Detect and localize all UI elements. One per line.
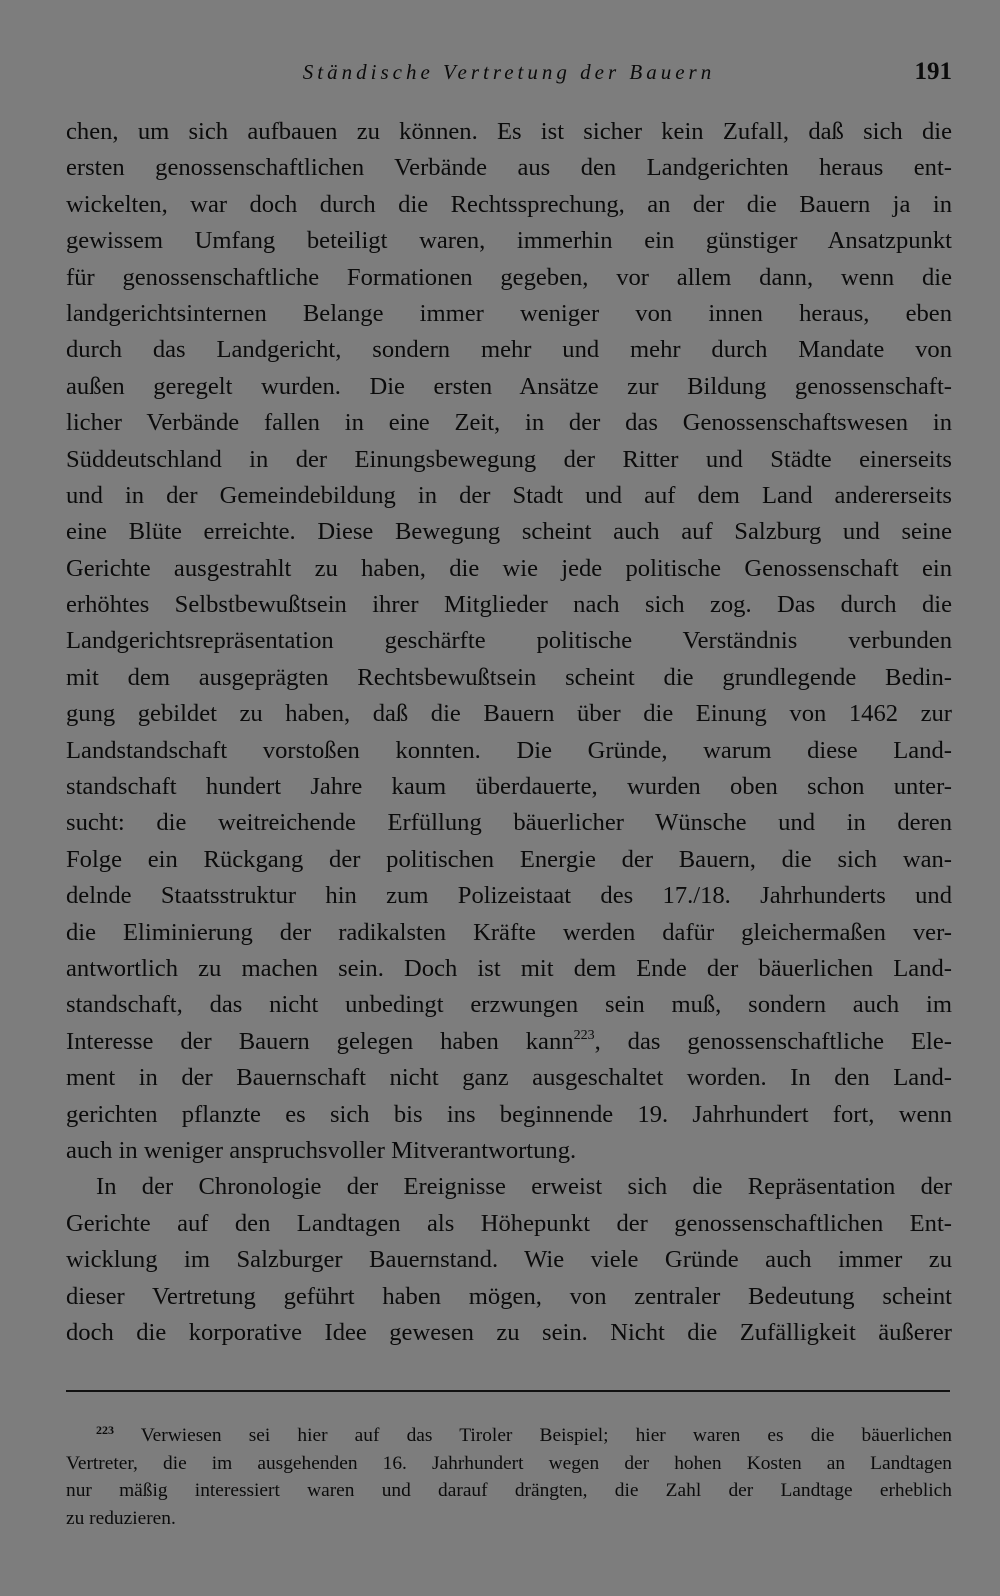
text-line: dieser Vertretung geführt haben mögen, von zentraler Bedeutung scheint	[66, 1282, 952, 1310]
text-line: Gerichte auf den Landtagen als Höhepunkt der genossenschaftlichen Ent-	[66, 1209, 952, 1237]
text-line-with-footnote-ref	[66, 1024, 952, 1060]
text-line: und in der Gemeindebildung in der Stadt und auf dem Land andererseits	[66, 481, 952, 509]
footnote-reference[interactable]: 223	[573, 1027, 595, 1043]
footnote-number: 223	[96, 1423, 114, 1437]
text-line: gung gebildet zu haben, daß die Bauern über die Einung von 1462 zur	[66, 700, 952, 728]
text-line: doch die korporative Idee gewesen zu sein. Nicht die Zufälligkeit äußerer	[66, 1318, 952, 1346]
text-line: erhöhtes Selbstbewußtsein ihrer Mitglieder nach sich zog. Das durch die	[66, 591, 952, 619]
text-line: delnde Staatsstruktur hin zum Polizeistaat des 17./18. Jahrhunderts und	[66, 882, 952, 910]
text-line: eine Blüte erreichte. Diese Bewegung scheint auch auf Salzburg und seine	[66, 518, 952, 546]
text-line: wicklung im Salzburger Bauernstand. Wie viele Gründe auch immer zu	[66, 1246, 952, 1274]
text-line: gerichten pflanzte es sich bis ins beginnende 19. Jahrhundert fort, wenn	[66, 1100, 952, 1128]
text-line: Folge ein Rückgang der politischen Energie der Bauern, die sich wan-	[66, 845, 952, 873]
footnote-line: zu reduzieren.	[66, 1507, 176, 1529]
paragraph-2	[66, 1169, 952, 1351]
text-line: sucht: die weitreichende Erfüllung bäuerlicher Wünsche und in deren	[66, 809, 952, 837]
footnote-divider	[66, 1390, 950, 1392]
text-line: ersten genossenschaftlichen Verbände aus den Landgerichten heraus ent-	[66, 154, 952, 182]
line-text-after-ref: , das genossenschaftliche Ele-	[594, 1027, 952, 1055]
text-line: antwortlich zu machen sein. Doch ist mit dem Ende der bäuerlichen Land-	[66, 954, 952, 982]
paragraph-1	[66, 114, 952, 1169]
text-line: Landgerichtsrepräsentation geschärfte politische Verständnis verbunden	[66, 627, 952, 655]
text-line: chen, um sich aufbauen zu können. Es ist sicher kein Zufall, daß sich die	[66, 118, 952, 145]
footnote-line-text: Verwiesen sei hier auf das Tiroler Beispiel; hier waren es die bäuerlichen	[140, 1425, 952, 1446]
text-line: standschaft hundert Jahre kaum überdauerte, wurden oben schon unter-	[66, 773, 952, 801]
text-line: licher Verbände fallen in eine Zeit, in der das Genossenschaftswesen in	[66, 409, 952, 437]
body-text	[66, 114, 952, 1351]
text-line: landgerichtsinternen Belange immer weniger von innen heraus, eben	[66, 299, 952, 327]
running-header	[66, 58, 952, 92]
footnote	[66, 1422, 952, 1532]
page-number: 191	[914, 58, 952, 85]
text-line: die Eliminierung der radikalsten Kräfte werden dafür gleichermaßen ver-	[66, 918, 952, 946]
footnote-line: nur mäßig interessiert waren und darauf drängten, die Zahl der Landtage erheblich	[66, 1480, 952, 1501]
text-line: durch das Landgericht, sondern mehr und mehr durch Mandate von	[66, 336, 952, 364]
text-line: standschaft, das nicht unbedingt erzwungen sein muß, sondern auch im	[66, 991, 952, 1019]
footnote-line	[66, 1422, 952, 1450]
text-line: auch in weniger anspruchsvoller Mitverantwortung.	[66, 1136, 577, 1164]
text-line: mit dem ausgeprägten Rechtsbewußtsein scheint die grundlegende Bedin-	[66, 663, 952, 691]
text-line: Landstandschaft vorstoßen konnten. Die Gründe, warum diese Land-	[66, 736, 952, 764]
text-line: Gerichte ausgestrahlt zu haben, die wie jede politische Genossenschaft ein	[66, 554, 952, 582]
text-line: gewissem Umfang beteiligt waren, immerhin ein günstiger Ansatzpunkt	[66, 227, 952, 255]
text-line: In der Chronologie der Ereignisse erweist sich die Repräsentation der	[96, 1173, 952, 1201]
running-title: Ständische Vertretung der Bauern	[302, 60, 716, 84]
text-line: außen geregelt wurden. Die ersten Ansätze zur Bildung genossenschaft-	[66, 372, 952, 400]
text-line: Süddeutschland in der Einungsbewegung der Ritter und Städte einerseits	[66, 445, 952, 473]
text-line: für genossenschaftliche Formationen gegeben, vor allem dann, wenn die	[66, 263, 952, 291]
text-line: wickelten, war doch durch die Rechtssprechung, an der die Bauern ja in	[66, 190, 952, 218]
text-line: ment in der Bauernschaft nicht ganz ausgeschaltet worden. In den Land-	[66, 1064, 952, 1092]
line-text-before-ref: Interesse der Bauern gelegen haben kann	[66, 1027, 574, 1055]
footnote-line: Vertreter, die im ausgehenden 16. Jahrhundert wegen der hohen Kosten an Landtagen	[66, 1452, 952, 1474]
